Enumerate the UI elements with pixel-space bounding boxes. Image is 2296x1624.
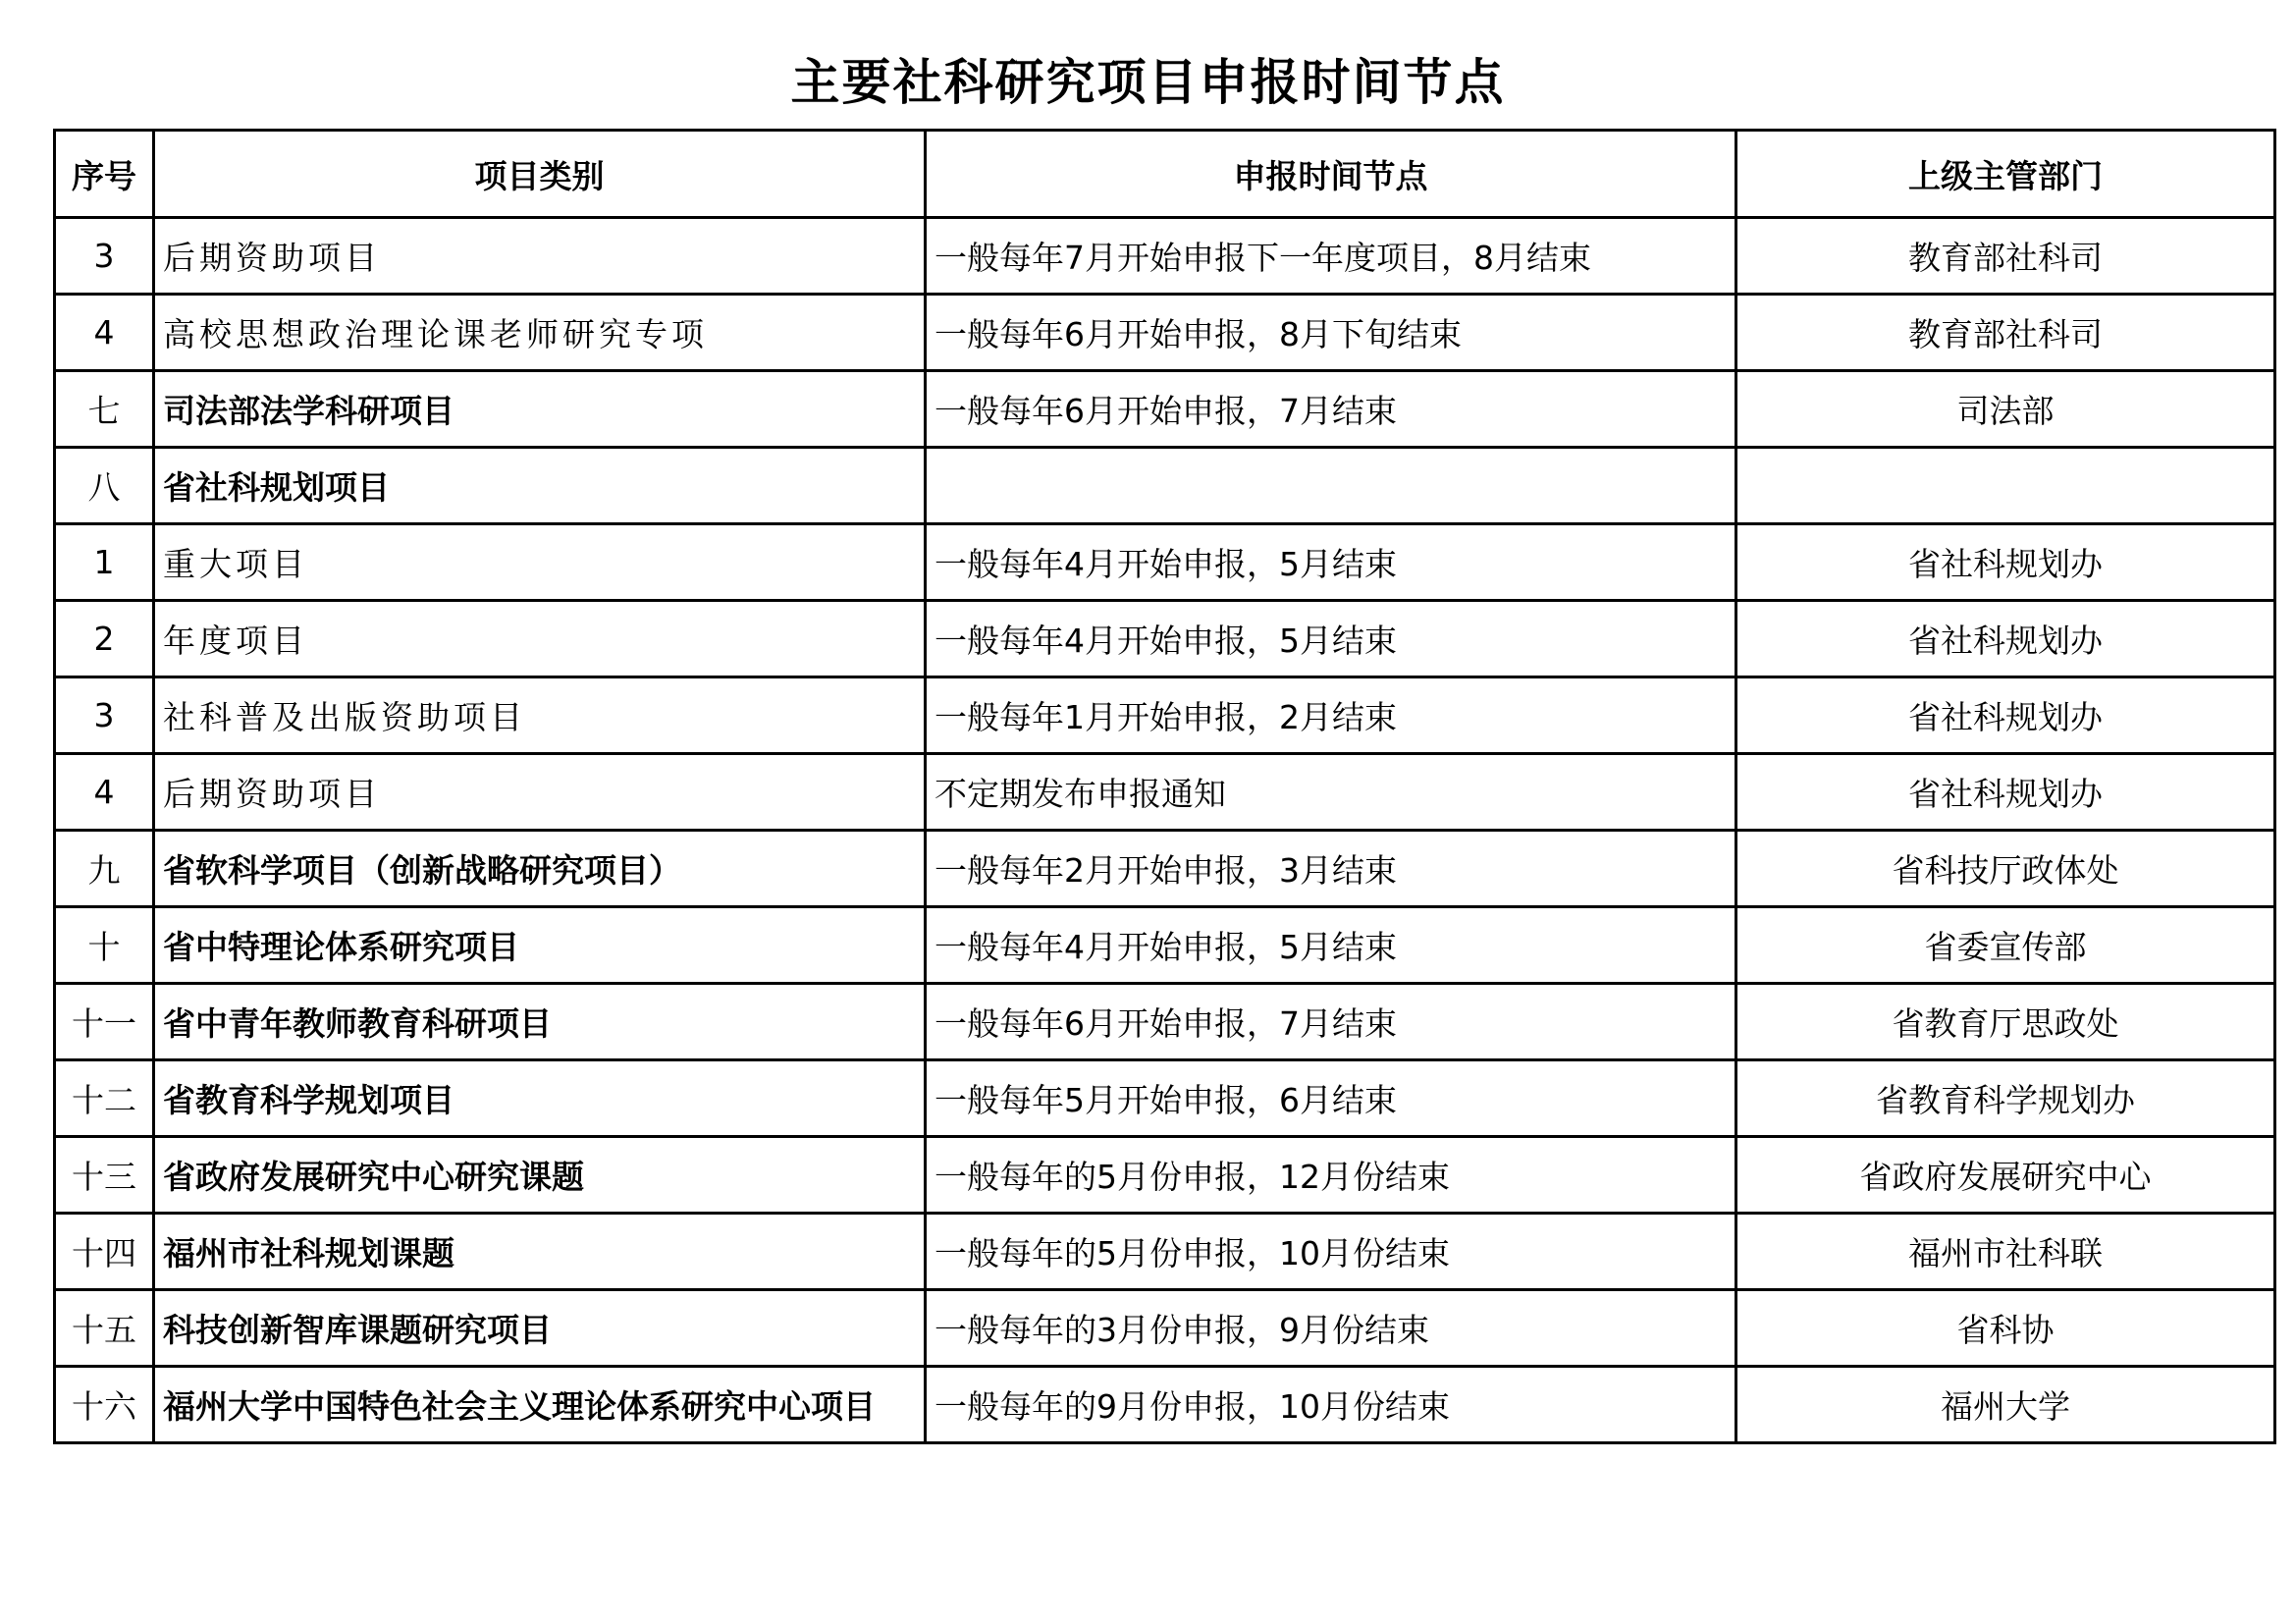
row-number: 2	[55, 601, 154, 677]
row-number: 1	[55, 524, 154, 601]
page-title: 主要社科研究项目申报时间节点	[790, 54, 1506, 111]
supervising-department: 省科协	[1736, 1290, 2275, 1367]
project-category: 省政府发展研究中心研究课题	[154, 1137, 926, 1214]
table-row	[55, 1060, 2275, 1137]
project-category: 司法部法学科研项目	[154, 371, 926, 448]
application-period: 一般每年的9月份申报，10月份结束	[926, 1367, 1736, 1443]
supervising-department: 教育部社科司	[1736, 218, 2275, 295]
project-category: 年度项目	[154, 601, 926, 677]
application-period: 一般每年4月开始申报，5月结束	[926, 907, 1736, 984]
project-category: 科技创新智库课题研究项目	[154, 1290, 926, 1367]
supervising-department: 教育部社科司	[1736, 295, 2275, 371]
table-row	[55, 1290, 2275, 1367]
project-category: 社科普及出版资助项目	[154, 677, 926, 754]
supervising-department: 省政府发展研究中心	[1736, 1137, 2275, 1214]
table-row	[55, 371, 2275, 448]
row-number: 3	[55, 218, 154, 295]
application-period: 一般每年6月开始申报，7月结束	[926, 371, 1736, 448]
row-number: 4	[55, 295, 154, 371]
supervising-department: 省教育厅思政处	[1736, 984, 2275, 1060]
application-period: 一般每年的3月份申报，9月份结束	[926, 1290, 1736, 1367]
application-period: 一般每年的5月份申报，12月份结束	[926, 1137, 1736, 1214]
application-period: 一般每年7月开始申报下一年度项目，8月结束	[926, 218, 1736, 295]
supervising-department: 省社科规划办	[1736, 677, 2275, 754]
supervising-department: 省教育科学规划办	[1736, 1060, 2275, 1137]
supervising-department	[1736, 448, 2275, 524]
project-category: 省中青年教师教育科研项目	[154, 984, 926, 1060]
header-category: 项目类别	[154, 131, 926, 218]
row-number: 九	[55, 831, 154, 907]
application-period	[926, 448, 1736, 524]
row-number: 十二	[55, 1060, 154, 1137]
application-period: 一般每年2月开始申报，3月结束	[926, 831, 1736, 907]
row-number: 七	[55, 371, 154, 448]
application-period: 一般每年4月开始申报，5月结束	[926, 601, 1736, 677]
supervising-department: 福州大学	[1736, 1367, 2275, 1443]
table-row	[55, 677, 2275, 754]
table-row	[55, 448, 2275, 524]
table-row	[55, 218, 2275, 295]
project-category: 省软科学项目（创新战略研究项目）	[154, 831, 926, 907]
row-number: 十一	[55, 984, 154, 1060]
supervising-department: 福州市社科联	[1736, 1214, 2275, 1290]
table-row	[55, 1214, 2275, 1290]
project-category: 高校思想政治理论课老师研究专项	[154, 295, 926, 371]
table-body	[55, 218, 2275, 1443]
application-period: 一般每年的5月份申报，10月份结束	[926, 1214, 1736, 1290]
supervising-department: 省社科规划办	[1736, 601, 2275, 677]
application-period: 不定期发布申报通知	[926, 754, 1736, 831]
row-number: 3	[55, 677, 154, 754]
table-row	[55, 1137, 2275, 1214]
table-row	[55, 754, 2275, 831]
application-period: 一般每年4月开始申报，5月结束	[926, 524, 1736, 601]
table-row	[55, 984, 2275, 1060]
project-category: 省中特理论体系研究项目	[154, 907, 926, 984]
schedule-table	[53, 129, 2276, 1444]
supervising-department: 省社科规划办	[1736, 524, 2275, 601]
row-number: 十五	[55, 1290, 154, 1367]
project-category: 省教育科学规划项目	[154, 1060, 926, 1137]
application-period: 一般每年1月开始申报，2月结束	[926, 677, 1736, 754]
application-period: 一般每年6月开始申报，8月下旬结束	[926, 295, 1736, 371]
table-row	[55, 1367, 2275, 1443]
project-category: 后期资助项目	[154, 218, 926, 295]
project-category: 福州市社科规划课题	[154, 1214, 926, 1290]
row-number: 十六	[55, 1367, 154, 1443]
table-row	[55, 601, 2275, 677]
supervising-department: 省委宣传部	[1736, 907, 2275, 984]
row-number: 十四	[55, 1214, 154, 1290]
table-row	[55, 524, 2275, 601]
table-header	[55, 131, 2275, 218]
table-row	[55, 907, 2275, 984]
header-dept: 上级主管部门	[1736, 131, 2275, 218]
header-row	[55, 131, 2275, 218]
project-category: 重大项目	[154, 524, 926, 601]
row-number: 十三	[55, 1137, 154, 1214]
application-period: 一般每年6月开始申报，7月结束	[926, 984, 1736, 1060]
header-time: 申报时间节点	[926, 131, 1736, 218]
supervising-department: 司法部	[1736, 371, 2275, 448]
row-number: 十	[55, 907, 154, 984]
project-category: 后期资助项目	[154, 754, 926, 831]
table-row	[55, 295, 2275, 371]
project-category: 福州大学中国特色社会主义理论体系研究中心项目	[154, 1367, 926, 1443]
application-period: 一般每年5月开始申报，6月结束	[926, 1060, 1736, 1137]
row-number: 八	[55, 448, 154, 524]
supervising-department: 省科技厅政体处	[1736, 831, 2275, 907]
header-no: 序号	[55, 131, 154, 218]
row-number: 4	[55, 754, 154, 831]
table-row	[55, 831, 2275, 907]
project-category: 省社科规划项目	[154, 448, 926, 524]
supervising-department: 省社科规划办	[1736, 754, 2275, 831]
